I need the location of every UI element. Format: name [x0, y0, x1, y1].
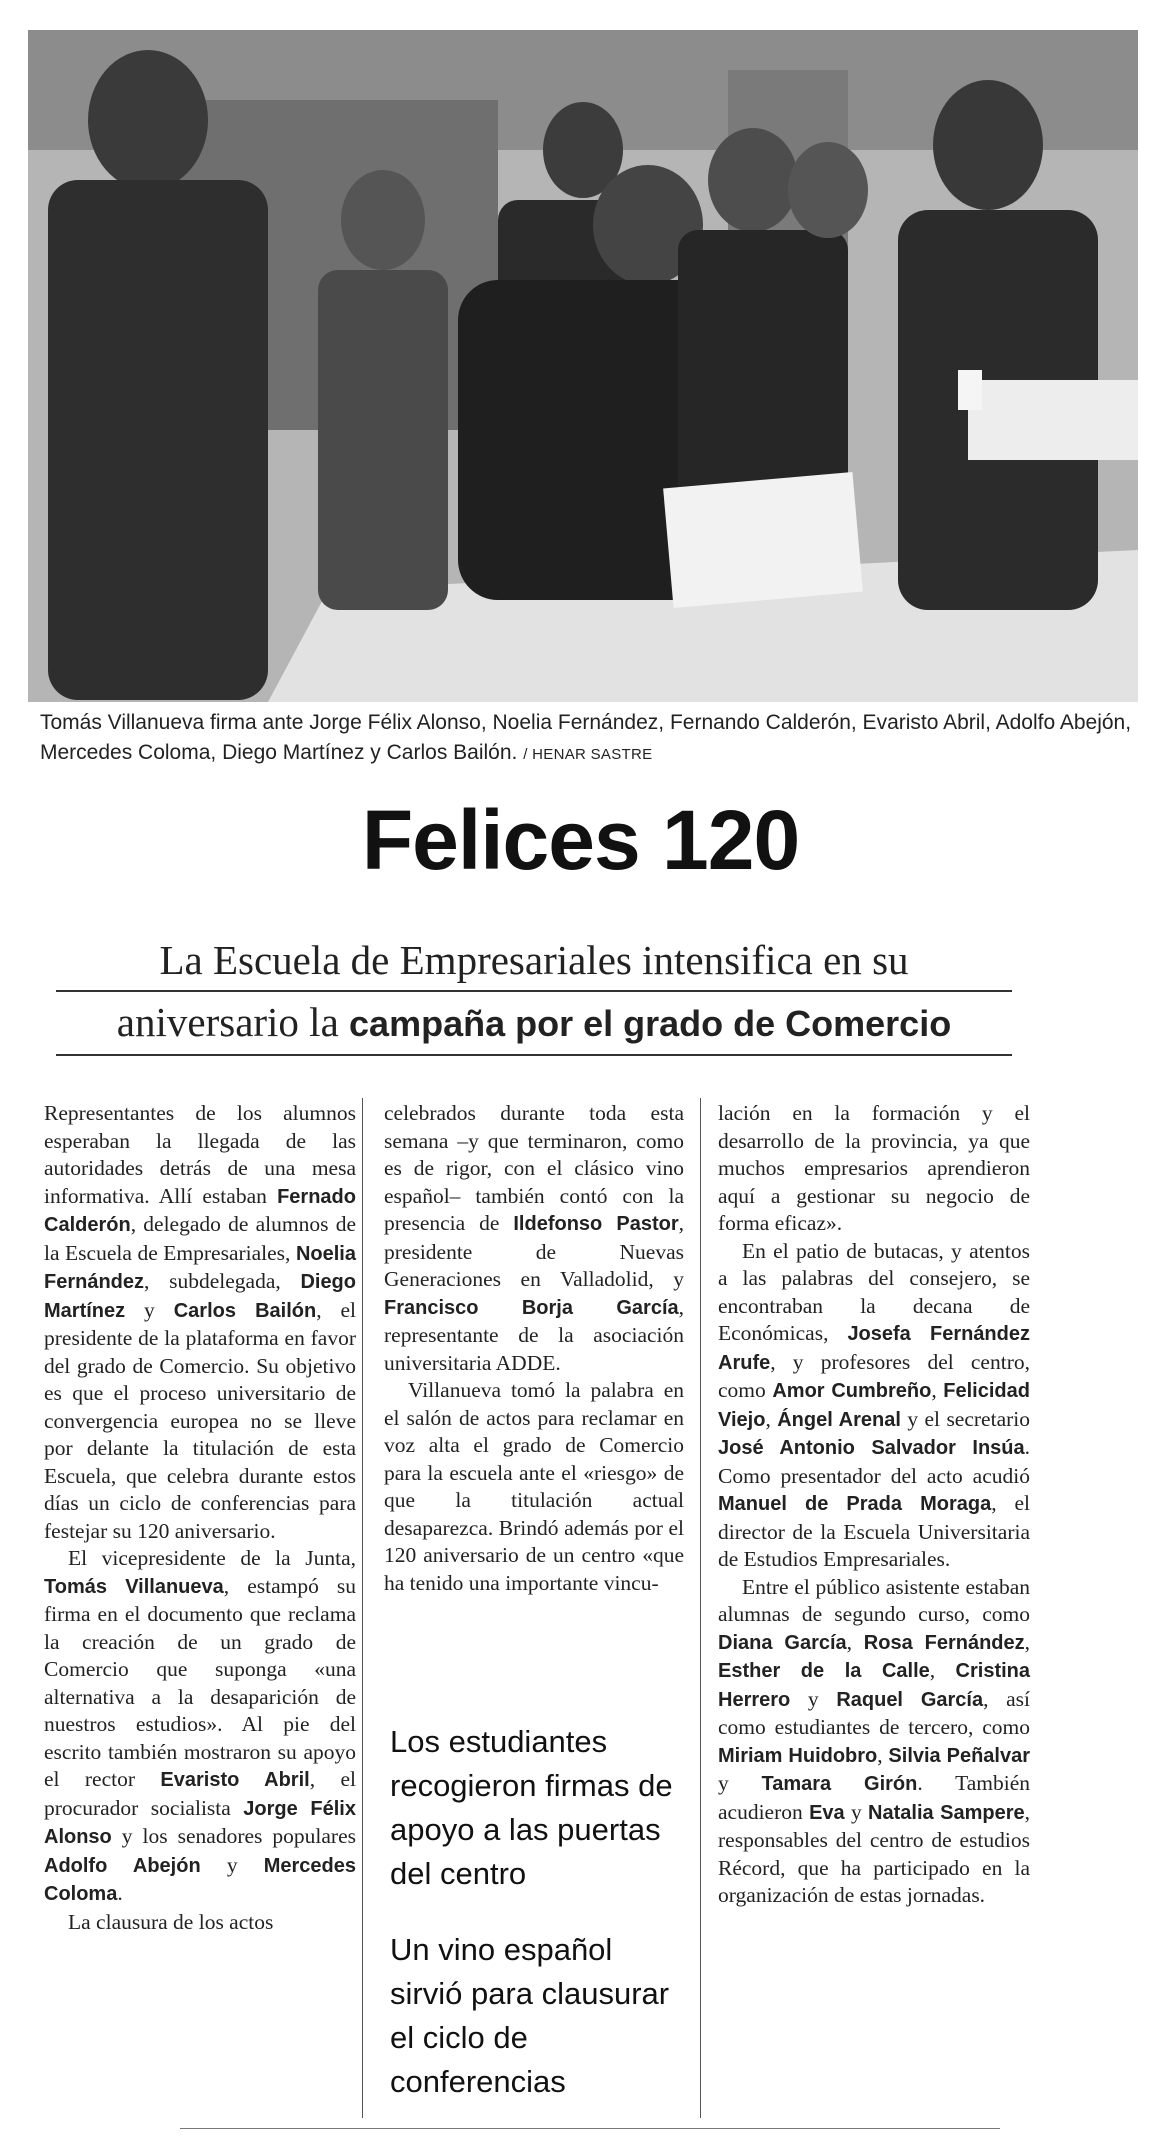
- bold-name: Carlos Bailón: [173, 1299, 317, 1322]
- bold-name: Felicidad Viejo: [718, 1380, 1030, 1431]
- paragraph: El vicepresidente de la Junta, Tomás Villanueva, estampó su firma en el documento que reclama la creación de un grado de Comercio que suponga «una alternativa a la desaparición de nuestros estudios». Al pie del escrito también mostraron su apoyo el rector Evaristo Abril, el procurador socialista Jorge Félix Alonso y los senadores populares Adolfo Abejón y Mercedes Coloma.: [44, 1546, 356, 1905]
- bold-name: Diana García: [718, 1631, 847, 1654]
- bold-name: Rosa Fernández: [863, 1631, 1025, 1654]
- bold-name: Tamara Girón: [761, 1773, 918, 1795]
- paragraph: lación en la formación y el desarrollo de la provincia, ya que muchos empresarios aprendieron aquí a gestionar su negocio de forma eficaz».: [718, 1101, 1030, 1235]
- bold-name: Francisco Borja García: [384, 1296, 679, 1319]
- article-column-3: [718, 1100, 1030, 1910]
- bold-name: Mercedes Coloma: [44, 1854, 356, 1905]
- subheadline-bold: campaña por el grado de Comercio: [349, 1003, 952, 1044]
- bold-name: Ildefonso Pastor: [513, 1213, 679, 1235]
- photo-caption: [40, 708, 1140, 770]
- bold-name: Tomás Villanueva: [44, 1575, 224, 1598]
- bold-name: Fernado Calderón: [44, 1185, 356, 1236]
- photo-illustration: [28, 30, 1138, 702]
- bold-name: Diego Martínez: [44, 1271, 356, 1322]
- paragraph: Villanueva tomó la palabra en el salón de actos para reclamar en voz alta el grado de Comercio para la escuela ante el «riesgo» de que la titulación actual desaparezca. Brindó además por el 120 aniversario de un centro «que ha tenido una importante vincu-: [384, 1378, 684, 1595]
- column-divider: [362, 1098, 363, 2118]
- bold-name: Silvia Peñalvar: [888, 1744, 1031, 1767]
- subheadline-plain: aniversario la: [116, 999, 350, 1045]
- bold-name: Evaristo Abril: [160, 1769, 310, 1791]
- bold-name: Natalia Sampere: [868, 1801, 1025, 1824]
- bold-name: Josefa Fernández Arufe: [718, 1323, 1030, 1374]
- bold-name: Cristina Herrero: [718, 1660, 1030, 1711]
- pull-quote: Un vino español sirvió para clausurar el ciclo de conferencias: [390, 1932, 670, 2099]
- news-photo: [28, 30, 1138, 702]
- pull-quote: Los estudiantes recogieron firmas de apoyo a las puertas del centro: [390, 1724, 673, 1891]
- bold-name: Manuel de Prada Moraga: [718, 1493, 992, 1515]
- bold-name: Raquel García: [836, 1688, 984, 1711]
- bold-name: Jorge Félix Alonso: [44, 1797, 356, 1848]
- subheadline-line2: [56, 992, 1012, 1056]
- column-divider: [700, 1098, 701, 2118]
- headline: Felices 120: [361, 793, 800, 887]
- subheadline-line1: La Escuela de Empresariales intensifica en su: [56, 930, 1012, 992]
- bold-name: José Antonio Salvador Insúa: [718, 1437, 1025, 1459]
- bold-name: Noelia Fernández: [44, 1242, 356, 1293]
- caption-text: Tomás Villanueva firma ante Jorge Félix Alonso, Noelia Fernández, Fernando Calderón, Evaristo Abril, Adolfo Abejón, Mercedes Coloma, Diego Martínez y Carlos Bailón.: [40, 711, 1132, 764]
- bottom-rule: [180, 2128, 1000, 2129]
- paragraph: celebrados durante toda esta semana –y que terminaron, como es de rigor, con el clásico vino español– también contó con la presencia de Ildefonso Pastor, presidente de Nuevas Generaciones en Valladolid, y Francisco Borja García, representante de la asociación universitaria ADDE.: [384, 1101, 684, 1375]
- article-column-1: [44, 1100, 356, 1936]
- bold-name: Ángel Arenal: [777, 1408, 901, 1431]
- paragraph: Entre el público asistente estaban alumnas de segundo curso, como Diana García, Rosa Fernández, Esther de la Calle, Cristina Herrero y Raquel García, así como estudiantes de tercero, como Miriam Huidobro, Silvia Peñalvar y Tamara Girón. También acudieron Eva y Natalia Sampere, responsables del centro de estudios Récord, que ha participado en la organización de estas jornadas.: [718, 1574, 1031, 1907]
- paragraph: En el patio de butacas, y atentos a las palabras del consejero, se encontraban la decana de Económicas, Josefa Fernández Arufe, y profesores del centro, como Amor Cumbreño, Felicidad Viejo, Ángel Arenal y el secretario José Antonio Salvador Insúa. Como presentador del acto acudió Manuel de Prada Moraga, el director de la Escuela Universitaria de Estudios Empresariales.: [718, 1238, 1030, 1571]
- bold-name: Adolfo Abejón: [44, 1854, 201, 1877]
- bold-name: Esther de la Calle: [718, 1660, 930, 1682]
- bold-name: Miriam Huidobro: [718, 1744, 878, 1767]
- bold-name: Amor Cumbreño: [772, 1380, 932, 1402]
- article-column-2: [384, 1100, 684, 1597]
- paragraph: La clausura de los actos: [68, 1909, 274, 1934]
- bold-name: Eva: [809, 1801, 845, 1824]
- photo-credit: / HENAR SASTRE: [523, 746, 653, 763]
- paragraph: Representantes de los alumnos esperaban la llegada de las autoridades detrás de una mesa informativa. Allí estaban Fernado Calderón, delegado de alumnos de la Escuela de Empresariales, Noelia Fernández, subdelegada, Diego Martínez y Carlos Bailón, el presidente de la plataforma en favor del grado de Comercio. Su objetivo es que el proceso universitario de convergencia europea no se lleve por delante la titulación de esta Escuela, que celebra durante estos días un ciclo de conferencias para festejar su 120 aniversario.: [44, 1101, 356, 1543]
